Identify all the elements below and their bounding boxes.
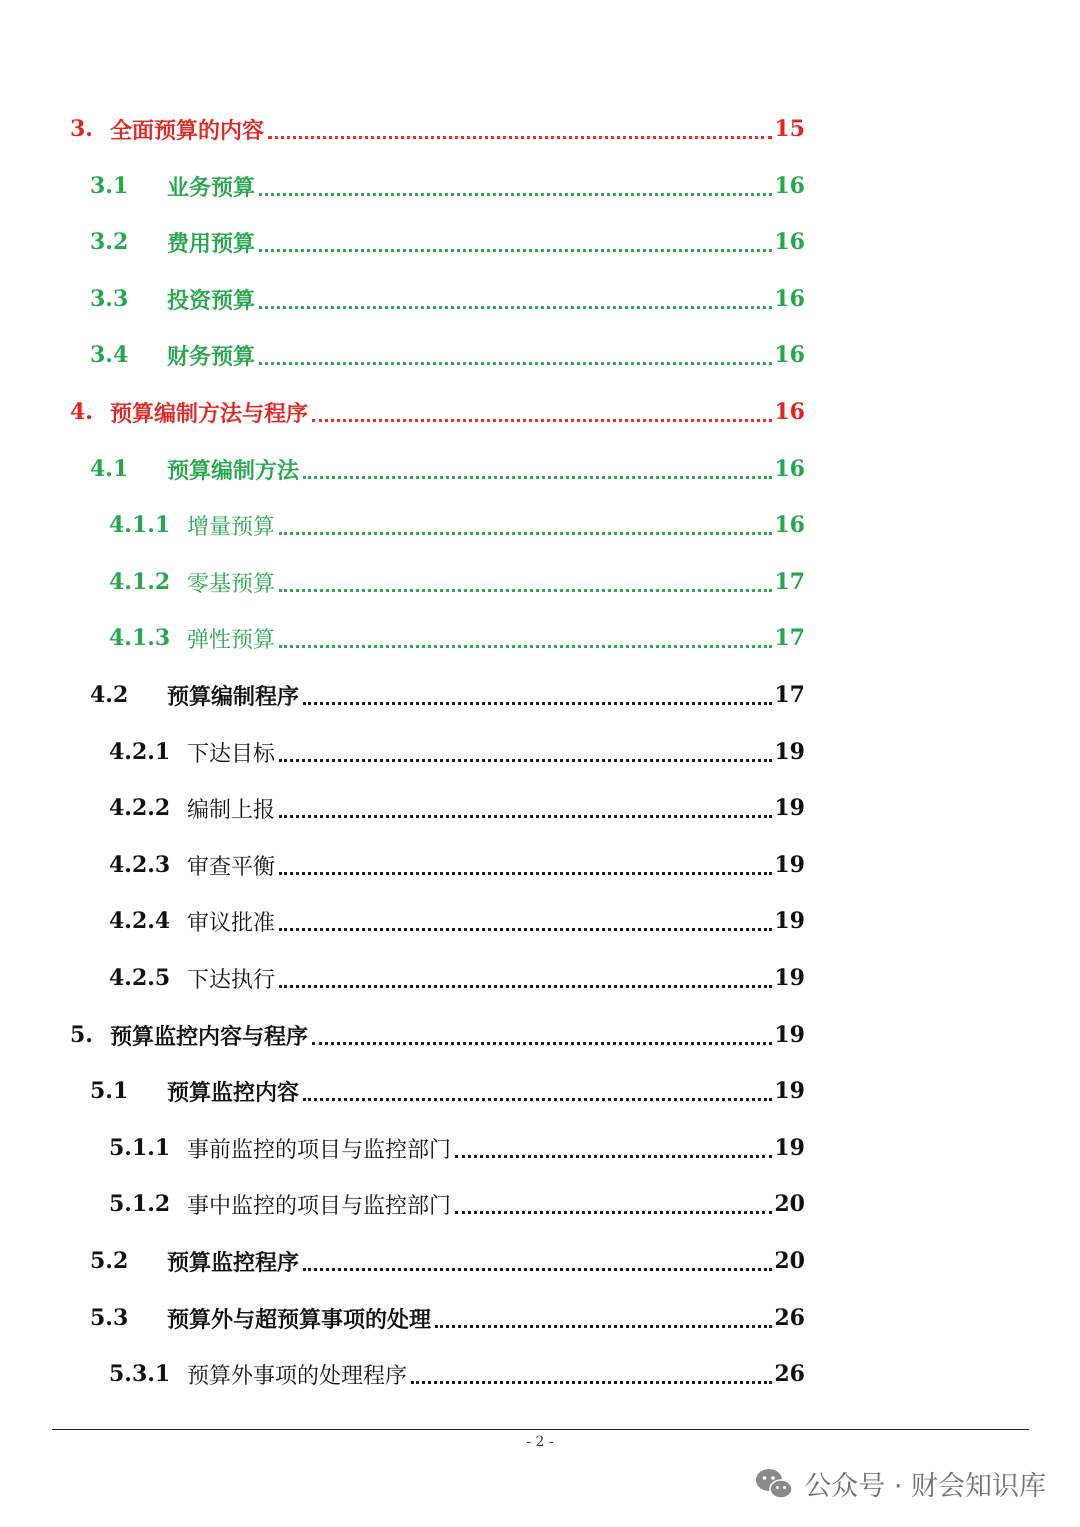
toc-entry-page: 19 <box>774 965 805 991</box>
toc-entry-title: 零基预算 <box>187 571 276 597</box>
toc-dot-leader <box>279 872 772 875</box>
toc-entry-page: 15 <box>774 116 805 142</box>
toc-entry-number: 5.3.1 <box>109 1361 171 1387</box>
toc-entry-number: 4.1.2 <box>109 569 171 595</box>
toc-entry-page: 26 <box>774 1361 805 1387</box>
toc-entry-title: 全面预算的内容 <box>110 117 265 144</box>
toc-entry-title: 审议批准 <box>187 910 276 936</box>
toc-entry-number: 5.1.2 <box>109 1191 171 1217</box>
toc-entry-title: 编制上报 <box>187 797 276 823</box>
toc-entry[interactable] <box>90 1243 805 1279</box>
page-number: - 2 - <box>526 1434 554 1450</box>
toc-entry-page: 20 <box>774 1248 805 1274</box>
toc-dot-leader <box>279 645 772 648</box>
toc-entry-title: 预算监控内容与程序 <box>110 1023 309 1050</box>
toc-entry-page: 19 <box>774 908 805 934</box>
toc-entry-page: 19 <box>774 795 805 821</box>
toc-entry-page: 19 <box>774 1078 805 1104</box>
toc-entry-number: 4.1 <box>90 456 129 482</box>
toc-entry-page: 26 <box>774 1305 805 1331</box>
toc-entry-number: 5.1.1 <box>109 1135 171 1161</box>
toc-entry-page: 17 <box>774 625 805 651</box>
toc-entry[interactable] <box>109 734 805 770</box>
toc-entry-page: 17 <box>774 569 805 595</box>
toc-dot-leader <box>279 815 772 818</box>
toc-entry-number: 3.1 <box>90 173 129 199</box>
watermark <box>754 1464 1046 1503</box>
toc-entry-title: 弹性预算 <box>187 627 276 653</box>
toc-dot-leader <box>259 249 772 252</box>
toc-entry-number: 5. <box>70 1022 93 1048</box>
toc-entry[interactable] <box>109 564 805 600</box>
toc-entry-page: 16 <box>774 229 805 255</box>
toc-entry-page: 16 <box>774 173 805 199</box>
toc-entry[interactable] <box>109 790 805 826</box>
toc-entry-page: 16 <box>774 342 805 368</box>
toc-entry-title: 预算监控内容 <box>167 1079 300 1106</box>
toc-entry-page: 16 <box>774 286 805 312</box>
toc-dot-leader <box>279 928 772 931</box>
toc-entry-number: 5.1 <box>90 1078 129 1104</box>
watermark-text: 公众号 · 财会知识库 <box>804 1471 1046 1502</box>
toc-entry-number: 4.2.1 <box>109 739 171 765</box>
toc-dot-leader <box>279 759 772 762</box>
toc-dot-leader <box>455 1155 772 1158</box>
toc-dot-leader <box>303 1268 772 1271</box>
toc-entry-title: 预算编制方法与程序 <box>110 400 309 427</box>
toc-entry[interactable] <box>90 224 805 260</box>
wechat-icon <box>754 1467 794 1501</box>
footer-divider <box>52 1429 1029 1430</box>
toc-entry-title: 下达目标 <box>187 741 276 767</box>
toc-entry[interactable] <box>90 337 805 373</box>
toc-entry-number: 5.2 <box>90 1248 129 1274</box>
toc-entry-title: 费用预算 <box>167 230 256 257</box>
toc-entry-number: 3.4 <box>90 342 129 368</box>
toc-entry-title: 预算外与超预算事项的处理 <box>167 1306 432 1333</box>
toc-entry-page: 17 <box>774 682 805 708</box>
toc-dot-leader <box>279 985 772 988</box>
toc-entry[interactable] <box>109 847 805 883</box>
toc-dot-leader <box>259 306 772 309</box>
toc-entry-page: 16 <box>774 512 805 538</box>
toc-entry-number: 4.2.5 <box>109 965 171 991</box>
toc-dot-leader <box>303 1098 772 1101</box>
toc-entry-number: 4.2.2 <box>109 795 171 821</box>
toc-entry-title: 预算监控程序 <box>167 1249 300 1276</box>
toc-entry-title: 投资预算 <box>167 287 256 314</box>
toc-entry[interactable] <box>109 1186 805 1222</box>
toc-dot-leader <box>259 362 772 365</box>
toc-entry[interactable] <box>70 111 805 147</box>
toc-entry-number: 4.2 <box>90 682 129 708</box>
toc-dot-leader <box>268 136 772 139</box>
toc-entry-title: 预算编制方法 <box>167 457 300 484</box>
toc-entry[interactable] <box>109 507 805 543</box>
toc-entry-title: 预算外事项的处理程序 <box>187 1363 408 1389</box>
toc-entry-title: 增量预算 <box>187 514 276 540</box>
toc-entry-number: 4.1.3 <box>109 625 171 651</box>
toc-dot-leader <box>435 1325 772 1328</box>
toc-entry-number: 4.2.4 <box>109 908 171 934</box>
toc-dot-leader <box>303 476 772 479</box>
toc-dot-leader <box>312 419 772 422</box>
toc-dot-leader <box>279 589 772 592</box>
toc-entry-title: 下达执行 <box>187 967 276 993</box>
toc-entry-title: 业务预算 <box>167 174 256 201</box>
toc-entry-title: 事中监控的项目与监控部门 <box>187 1193 452 1219</box>
toc-entry-number: 3.3 <box>90 286 129 312</box>
toc-dot-leader <box>279 532 772 535</box>
toc-entry[interactable] <box>109 1356 805 1392</box>
toc-entry[interactable] <box>90 1300 805 1336</box>
toc-entry[interactable] <box>109 960 805 996</box>
toc-entry-title: 预算编制程序 <box>167 683 300 710</box>
toc-entry-number: 3.2 <box>90 229 129 255</box>
toc-entry[interactable] <box>90 281 805 317</box>
toc-dot-leader <box>411 1381 772 1384</box>
toc-entry[interactable] <box>109 903 805 939</box>
toc-entry-page: 19 <box>774 739 805 765</box>
toc-entry[interactable] <box>90 451 805 487</box>
toc-entry-number: 4.2.3 <box>109 852 171 878</box>
toc-entry-number: 5.3 <box>90 1305 129 1331</box>
toc-entry-page: 16 <box>774 399 805 425</box>
toc-entry[interactable] <box>109 620 805 656</box>
toc-entry-title: 财务预算 <box>167 343 256 370</box>
toc-dot-leader <box>455 1211 772 1214</box>
toc-entry-title: 审查平衡 <box>187 854 276 880</box>
toc-entry[interactable] <box>90 677 805 713</box>
toc-entry-page: 19 <box>774 1135 805 1161</box>
toc-entry-number: 3. <box>70 116 93 142</box>
toc-dot-leader <box>312 1042 772 1045</box>
toc-entry-page: 16 <box>774 456 805 482</box>
toc-entry-page: 19 <box>774 1022 805 1048</box>
toc-entry[interactable] <box>70 394 805 430</box>
toc-dot-leader <box>303 702 772 705</box>
toc-entry-page: 20 <box>774 1191 805 1217</box>
toc-entry[interactable] <box>90 168 805 204</box>
toc-entry-title: 事前监控的项目与监控部门 <box>187 1137 452 1163</box>
toc-entry[interactable] <box>109 1130 805 1166</box>
toc-entry-number: 4. <box>70 399 93 425</box>
toc-dot-leader <box>259 193 772 196</box>
toc-entry[interactable] <box>70 1017 805 1053</box>
toc-entry[interactable] <box>90 1073 805 1109</box>
toc-entry-page: 19 <box>774 852 805 878</box>
toc-entry-number: 4.1.1 <box>109 512 171 538</box>
